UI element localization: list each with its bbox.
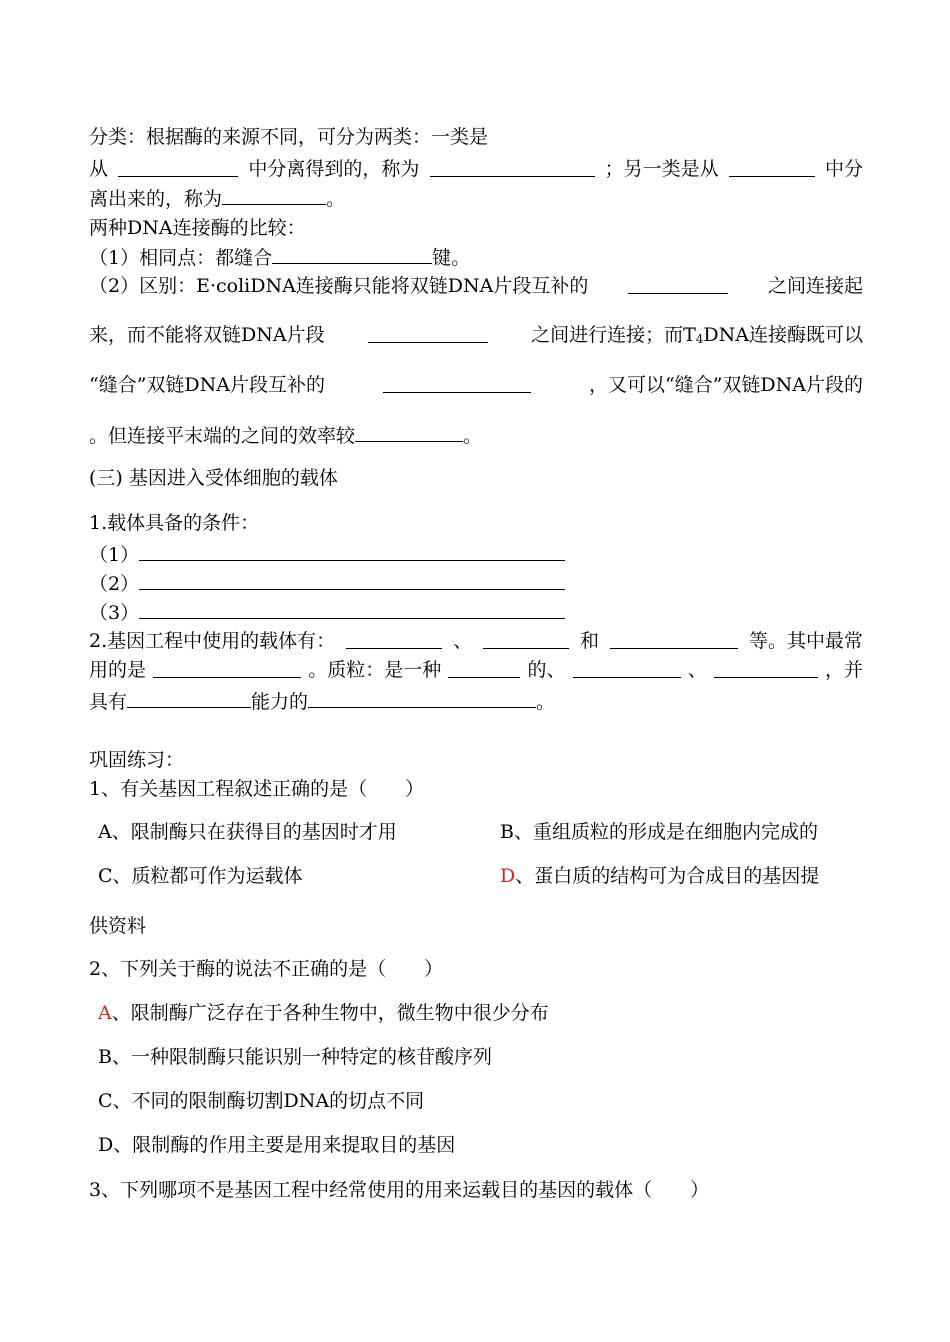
blank-vector-1[interactable] [346,629,442,649]
diff-text-4b: 。 [463,425,483,447]
blank-vector-3[interactable] [610,629,738,649]
diff-text-3b: ，又可以“缝合”双链DNA片段的 [588,374,863,396]
q1-option-d-continued: 供资料 [89,915,147,937]
blank-diff-1[interactable] [628,274,728,294]
text-called: 离出来的，称为 [89,188,223,210]
practice-title: 巩固练习： [89,749,185,771]
diff-text-1: （2）区别：E·coliDNA连接酶只能将双链DNA片段互补的 [89,275,589,297]
classification-line-1: 分类：根据酶的来源不同，可分为两类：一类是 [89,126,489,148]
condition-3: （3） [89,599,565,625]
q1-option-b[interactable]: B、重组质粒的形成是在细胞内完成的 [500,821,818,843]
blank-efficiency[interactable] [355,422,463,442]
answer-mark-d: D [500,865,516,887]
q2-option-b[interactable]: B、一种限制酶只能识别一种特定的核苷酸序列 [98,1046,492,1068]
vector-line-2: 用的是 。质粒：是一种 的、 、 ，并 [89,659,863,681]
classification-line-2 [89,157,863,181]
blank-source-1[interactable] [118,157,238,177]
q2-option-d[interactable]: D、限制酶的作用主要是用来提取目的基因 [98,1134,456,1156]
blank-name-2[interactable] [222,185,326,205]
vector-conditions-title: 1.载体具备的条件： [89,512,260,534]
q1-option-a[interactable]: A、限制酶只在获得目的基因时才用 [98,821,397,843]
blank-condition-1[interactable] [139,541,565,561]
comparison-same [89,244,470,270]
question-1: 1、有关基因工程叙述正确的是（ ） [89,778,425,800]
comparison-diff-4 [89,422,482,448]
comparison-diff-1 [89,274,863,298]
diff-text-3: “缝合”双链DNA片段互补的 [89,374,326,396]
blank-most-common[interactable] [153,658,301,678]
q2-option-c[interactable]: C、不同的限制酶切割DNA的切点不同 [98,1090,425,1112]
condition-2: （2） [89,570,565,596]
answer-mark-a: A [98,1002,112,1024]
comparison-diff-2 [89,323,863,351]
condition-1: （1） [89,541,565,567]
diff-text-2: 来，而不能将双链DNA片段 [89,324,325,346]
text-fen: 中分 [824,158,863,180]
blank-condition-2[interactable] [139,570,565,590]
blank-plasmid-2[interactable] [573,658,681,678]
question-2: 2、下列关于酶的说法不正确的是（ ） [89,958,444,980]
same-text: （1）相同点：都缝合 [89,247,273,269]
blank-vector-2[interactable] [483,629,569,649]
blank-bond[interactable] [272,244,432,264]
blank-plasmid-3[interactable] [714,658,818,678]
diff-text-4: 。但连接平末端的之间的效率较 [89,425,356,447]
vector-line-3: 具有 能力的 。 [89,688,555,714]
q1-option-c[interactable]: C、质粒都可作为运载体 [98,865,303,887]
blank-condition-3[interactable] [139,599,565,619]
vector-line-1: 2.基因工程中使用的载体有： 、 和 等。其中最常 [89,630,863,652]
blank-source-2[interactable] [729,157,815,177]
q2-option-a[interactable]: A、限制酶广泛存在于各种生物中，微生物中很少分布 [98,1002,549,1024]
blank-plasmid-1[interactable] [448,658,520,678]
comparison-title: 两种DNA连接酶的比较： [89,217,306,239]
same-end: 键。 [432,247,471,269]
blank-diff-2[interactable] [368,323,488,343]
text-from: 从 [89,158,109,180]
text-period: 。 [326,188,346,210]
diff-text-1b: 之间连接起 [767,275,863,297]
question-3: 3、下列哪项不是基因工程中经常使用的用来运载目的基因的载体（ ） [89,1179,710,1201]
text-separated: 中分离得到的，称为 [248,158,420,180]
blank-diff-3[interactable] [383,373,531,393]
blank-name-1[interactable] [430,157,595,177]
comparison-diff-3 [89,373,863,397]
diff-text-2b: 之间进行连接；而$T_4DNA$连接酶既可以 [531,324,863,346]
blank-plasmid-4[interactable] [308,688,536,708]
text-other-from: ；另一类是从 [604,158,719,180]
blank-ability[interactable] [127,688,251,708]
q1-option-d[interactable]: D、蛋白质的结构可为合成目的基因提 [500,865,820,887]
classification-line-3 [89,185,345,211]
vector-section-title: (三) 基因进入受体细胞的载体 [89,467,338,489]
